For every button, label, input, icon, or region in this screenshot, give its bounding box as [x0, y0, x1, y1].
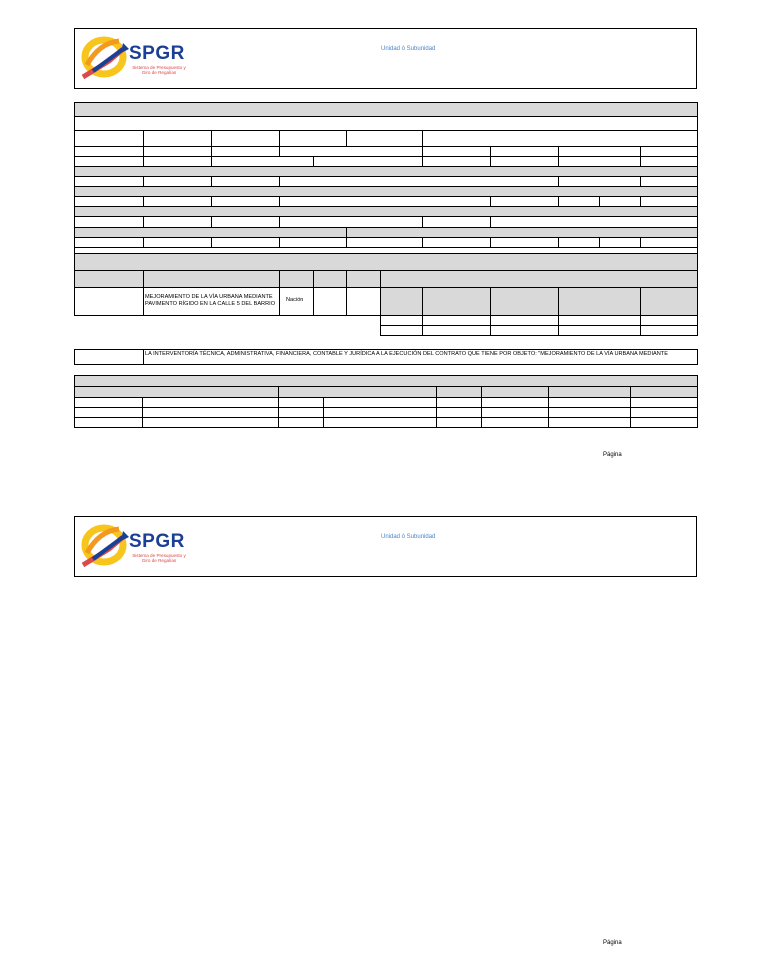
- table-header-cell: [422, 287, 491, 316]
- brand-subtitle: Sistema de Presupuesto y Giro de Regalías: [132, 65, 186, 76]
- funding-source-cell: [279, 287, 314, 316]
- project-name-cell: [143, 287, 280, 316]
- table-header-cell: [490, 287, 559, 316]
- table-row-cell: [436, 417, 482, 428]
- form-cell: [74, 116, 698, 131]
- section-header: [74, 102, 698, 117]
- form-cell: [490, 325, 559, 336]
- brand-name: SPGR: [129, 531, 185, 552]
- spgr-logo-icon: [79, 35, 129, 83]
- table-header-cell: [380, 287, 423, 316]
- form-cell: [558, 325, 641, 336]
- table-header-cell: [346, 270, 381, 288]
- table-row-cell: [481, 417, 549, 428]
- table-row-cell: [548, 417, 631, 428]
- table-header-cell: [74, 270, 144, 288]
- table-row-cell: [278, 417, 324, 428]
- table-row-cell: [323, 417, 437, 428]
- spgr-logo: [79, 35, 189, 83]
- table-row-cell: [74, 417, 143, 428]
- form-cell: [74, 287, 144, 316]
- form-cell: [346, 287, 381, 316]
- brand-name: SPGR: [129, 43, 185, 64]
- page-footer-label: Página: [603, 940, 622, 946]
- spgr-logo-icon: [79, 523, 129, 571]
- contract-object-cell: [143, 349, 698, 365]
- form-cell: [143, 130, 212, 147]
- contract-object: LA INTERVENTORÍA TÉCNICA, ADMINISTRATIVA, FINANCIERA, CONTABLE Y JURÍDICA A LA EJECUCIÓN DEL CONTRATO QUE TIENE POR OBJETO: "MEJORAMIENTO DE LA VÍA URBANA MEDIANTE: [145, 351, 668, 357]
- table-header-cell: [313, 270, 347, 288]
- form-cell: [640, 325, 698, 336]
- form-cell: [422, 130, 698, 147]
- brand-subtitle: Sistema de Presupuesto y Giro de Regalías: [132, 553, 186, 564]
- form-cell: [74, 130, 144, 147]
- table-header-cell: [558, 287, 641, 316]
- page2-header: [74, 516, 697, 577]
- form-cell: [313, 287, 347, 316]
- table-header-cell: [380, 270, 698, 288]
- form-cell: [380, 325, 423, 336]
- section-header: [74, 253, 698, 271]
- table-row-cell: [142, 417, 279, 428]
- form-cell: [346, 130, 423, 147]
- table-header-cell: [279, 270, 314, 288]
- form-cell: [211, 130, 280, 147]
- unit-label: Unidad ó Subunidad: [381, 534, 436, 540]
- page1-header: [74, 28, 697, 89]
- table-row-cell: [630, 417, 698, 428]
- spgr-logo: [79, 523, 189, 571]
- form-cell: [422, 325, 491, 336]
- form-cell: [74, 349, 144, 365]
- unit-label: Unidad ó Subunidad: [381, 46, 436, 52]
- form-cell: [279, 130, 347, 147]
- table-header-cell: [640, 287, 698, 316]
- funding-source: Nación: [286, 297, 304, 303]
- page-footer-label: Página: [603, 452, 622, 458]
- table-header-cell: [143, 270, 280, 288]
- project-name: MEJORAMIENTO DE LA VÍA URBANA MEDIANTE PAVIMENTO RÍGIDO EN LA CALLE 5 DEL BARRIO: [145, 294, 276, 307]
